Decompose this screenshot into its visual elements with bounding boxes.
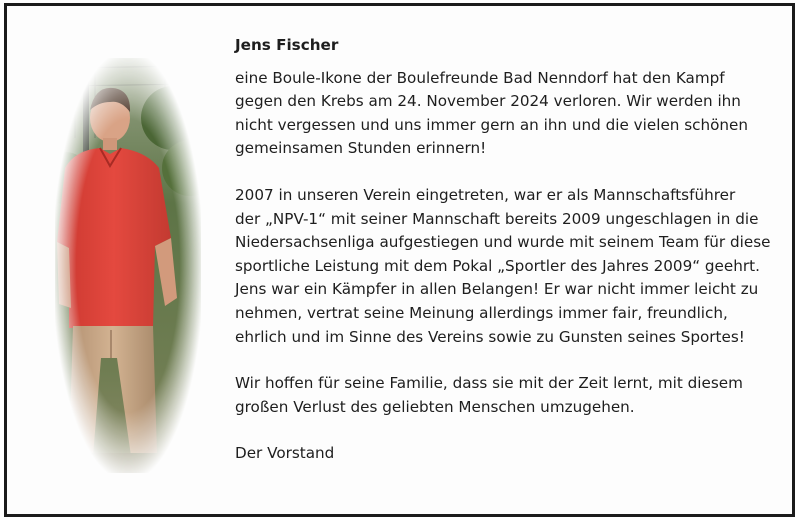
paragraph-intro [235, 67, 780, 161]
text-line: Wir hoffen für seine Familie, dass sie mit der Zeit lernt, mit diesem [235, 374, 743, 393]
text-line: ehrlich und im Sinne des Vereins sowie zu Gunsten seines Sportes! [235, 327, 745, 346]
portrait-photo [55, 58, 201, 473]
signature: Der Vorstand [235, 444, 335, 463]
text-line: eine Boule-Ikone der Boulefreunde Bad Nenndorf hat den Kampf [235, 68, 725, 87]
text-line: gegen den Krebs am 24. November 2024 verloren. Wir werden ihn [235, 92, 741, 111]
paragraph-history [235, 184, 780, 349]
text-line: sportliche Leistung mit dem Pokal „Sportler des Jahres 2009“ geehrt. [235, 256, 760, 275]
text-line: nehmen, vertrat seine Meinung allerdings immer fair, freundlich, [235, 303, 728, 322]
text-line: nicht vergessen und uns immer gern an ihn und die vielen schönen [235, 115, 749, 134]
text-line: 2007 in unseren Verein eingetreten, war er als Mannschaftsführer [235, 185, 736, 204]
person-name: Jens Fischer [235, 36, 339, 54]
paragraph-family [235, 372, 780, 419]
text-line: der „NPV-1“ mit seiner Mannschaft bereits 2009 ungeschlagen in die [235, 209, 759, 228]
memorial-card [4, 3, 795, 517]
text-line: Niedersachsenliga aufgestiegen und wurde mit seinem Team für diese [235, 233, 771, 252]
portrait-illustration [55, 58, 201, 473]
text-line: gemeinsamen Stunden erinnern! [235, 139, 487, 158]
text-line: Jens war ein Kämpfer in allen Belangen! Er war nicht immer leicht zu [235, 280, 759, 299]
memorial-text [235, 34, 780, 466]
text-line: großen Verlust des geliebten Menschen umzugehen. [235, 397, 635, 416]
